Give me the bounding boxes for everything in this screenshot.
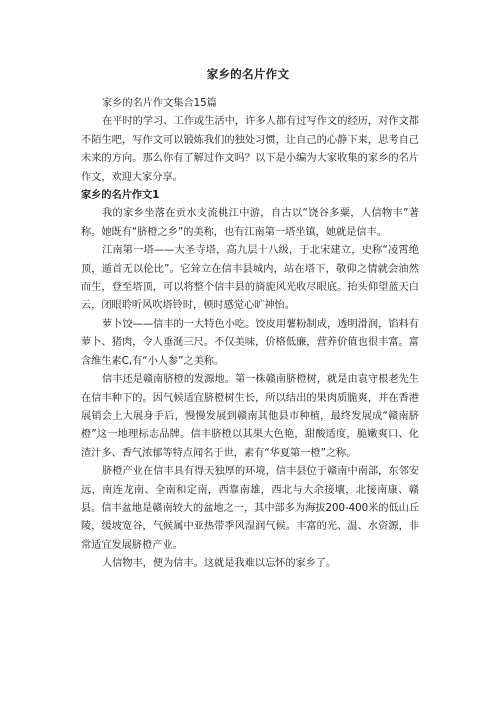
document-body xyxy=(81,95,419,574)
intro-paragraph: 在平时的学习、工作或生活中，许多人都有过写作文的经历，对作文都不陌生吧，写作文可以锻炼我们的独处习惯，让自己的心静下来，思考自己未来的方向。那么你有了解过作文吗？以下是小编为大家收集的家乡的名片作文，欢迎大家分享。 xyxy=(81,116,419,183)
essay-paragraph: 脐橙产业在信丰具有得天独厚的环境，信丰县位于赣南中南部，东邻安远，南连龙南、全南和定南，西靠南雄，西北与大余接壤，北接南康、赣县。信丰盆地是赣南较大的盆地之一，其中部多为海拔200-400米的低山丘陵，缓坡宽谷，气候属中亚热带季风湿润气候。丰富的光、温、水资源，非常适宜发展脐橙产业。 xyxy=(81,466,420,551)
section-heading: 家乡的名片作文1 xyxy=(81,190,160,202)
essay-paragraph: 江南第一塔——大圣寺塔，高九层十八级，于北宋建立，史称“凌霄绝顶，遁首无以伦比”。它耸立在信丰县城内，站在塔下，敬仰之情就会油然而生，登至塔顶，可以将整个信丰县的旖旎风光收尽眼底。抬头仰望蓝天白云，闭眼聆听风吹塔铃时，顿时感觉心旷神怡。 xyxy=(81,245,419,312)
essay-paragraph: 我的家乡坐落在贡水支流桃江中游，自古以“饶谷多粟，人信物丰”著称。她既有“脐橙之乡”的美称，也有江南第一塔坐镇，她就是信丰。 xyxy=(81,208,419,238)
document-title: 家乡的名片作文 xyxy=(206,67,290,81)
essay-paragraph: 信丰还是赣南脐橙的发源地。第一株赣南脐橙树，就是由袁守根老先生在信丰种下的。因气候适宜脐橙树生长，所以结出的果肉质脆爽，并在香港展销会上大展身手后，慢慢发展到赣南其他县市种植，最终发展成“赣南脐橙”这一地理标志品牌。信丰脐橙以其果大色艳，甜酸适度，脆嫩爽口、化渣汁多、香气浓郁等特点闻名于世，素有“华夏第一橙”之称。 xyxy=(81,374,419,459)
collection-subtitle: 家乡的名片作文集合15篇 xyxy=(102,98,217,109)
essay-paragraph: 萝卜饺——信丰的一大特色小吃。饺皮用薯粉制成，透明滑润，馅料有萝卜、猪肉，令人垂涎三尺。不仅美味，价格低廉，营养价值也很丰富。富含维生素C,有“小人参”之美称。 xyxy=(81,318,419,367)
essay-paragraph: 人信物丰，便为信丰。这就是我难以忘怀的家乡了。 xyxy=(102,558,337,570)
